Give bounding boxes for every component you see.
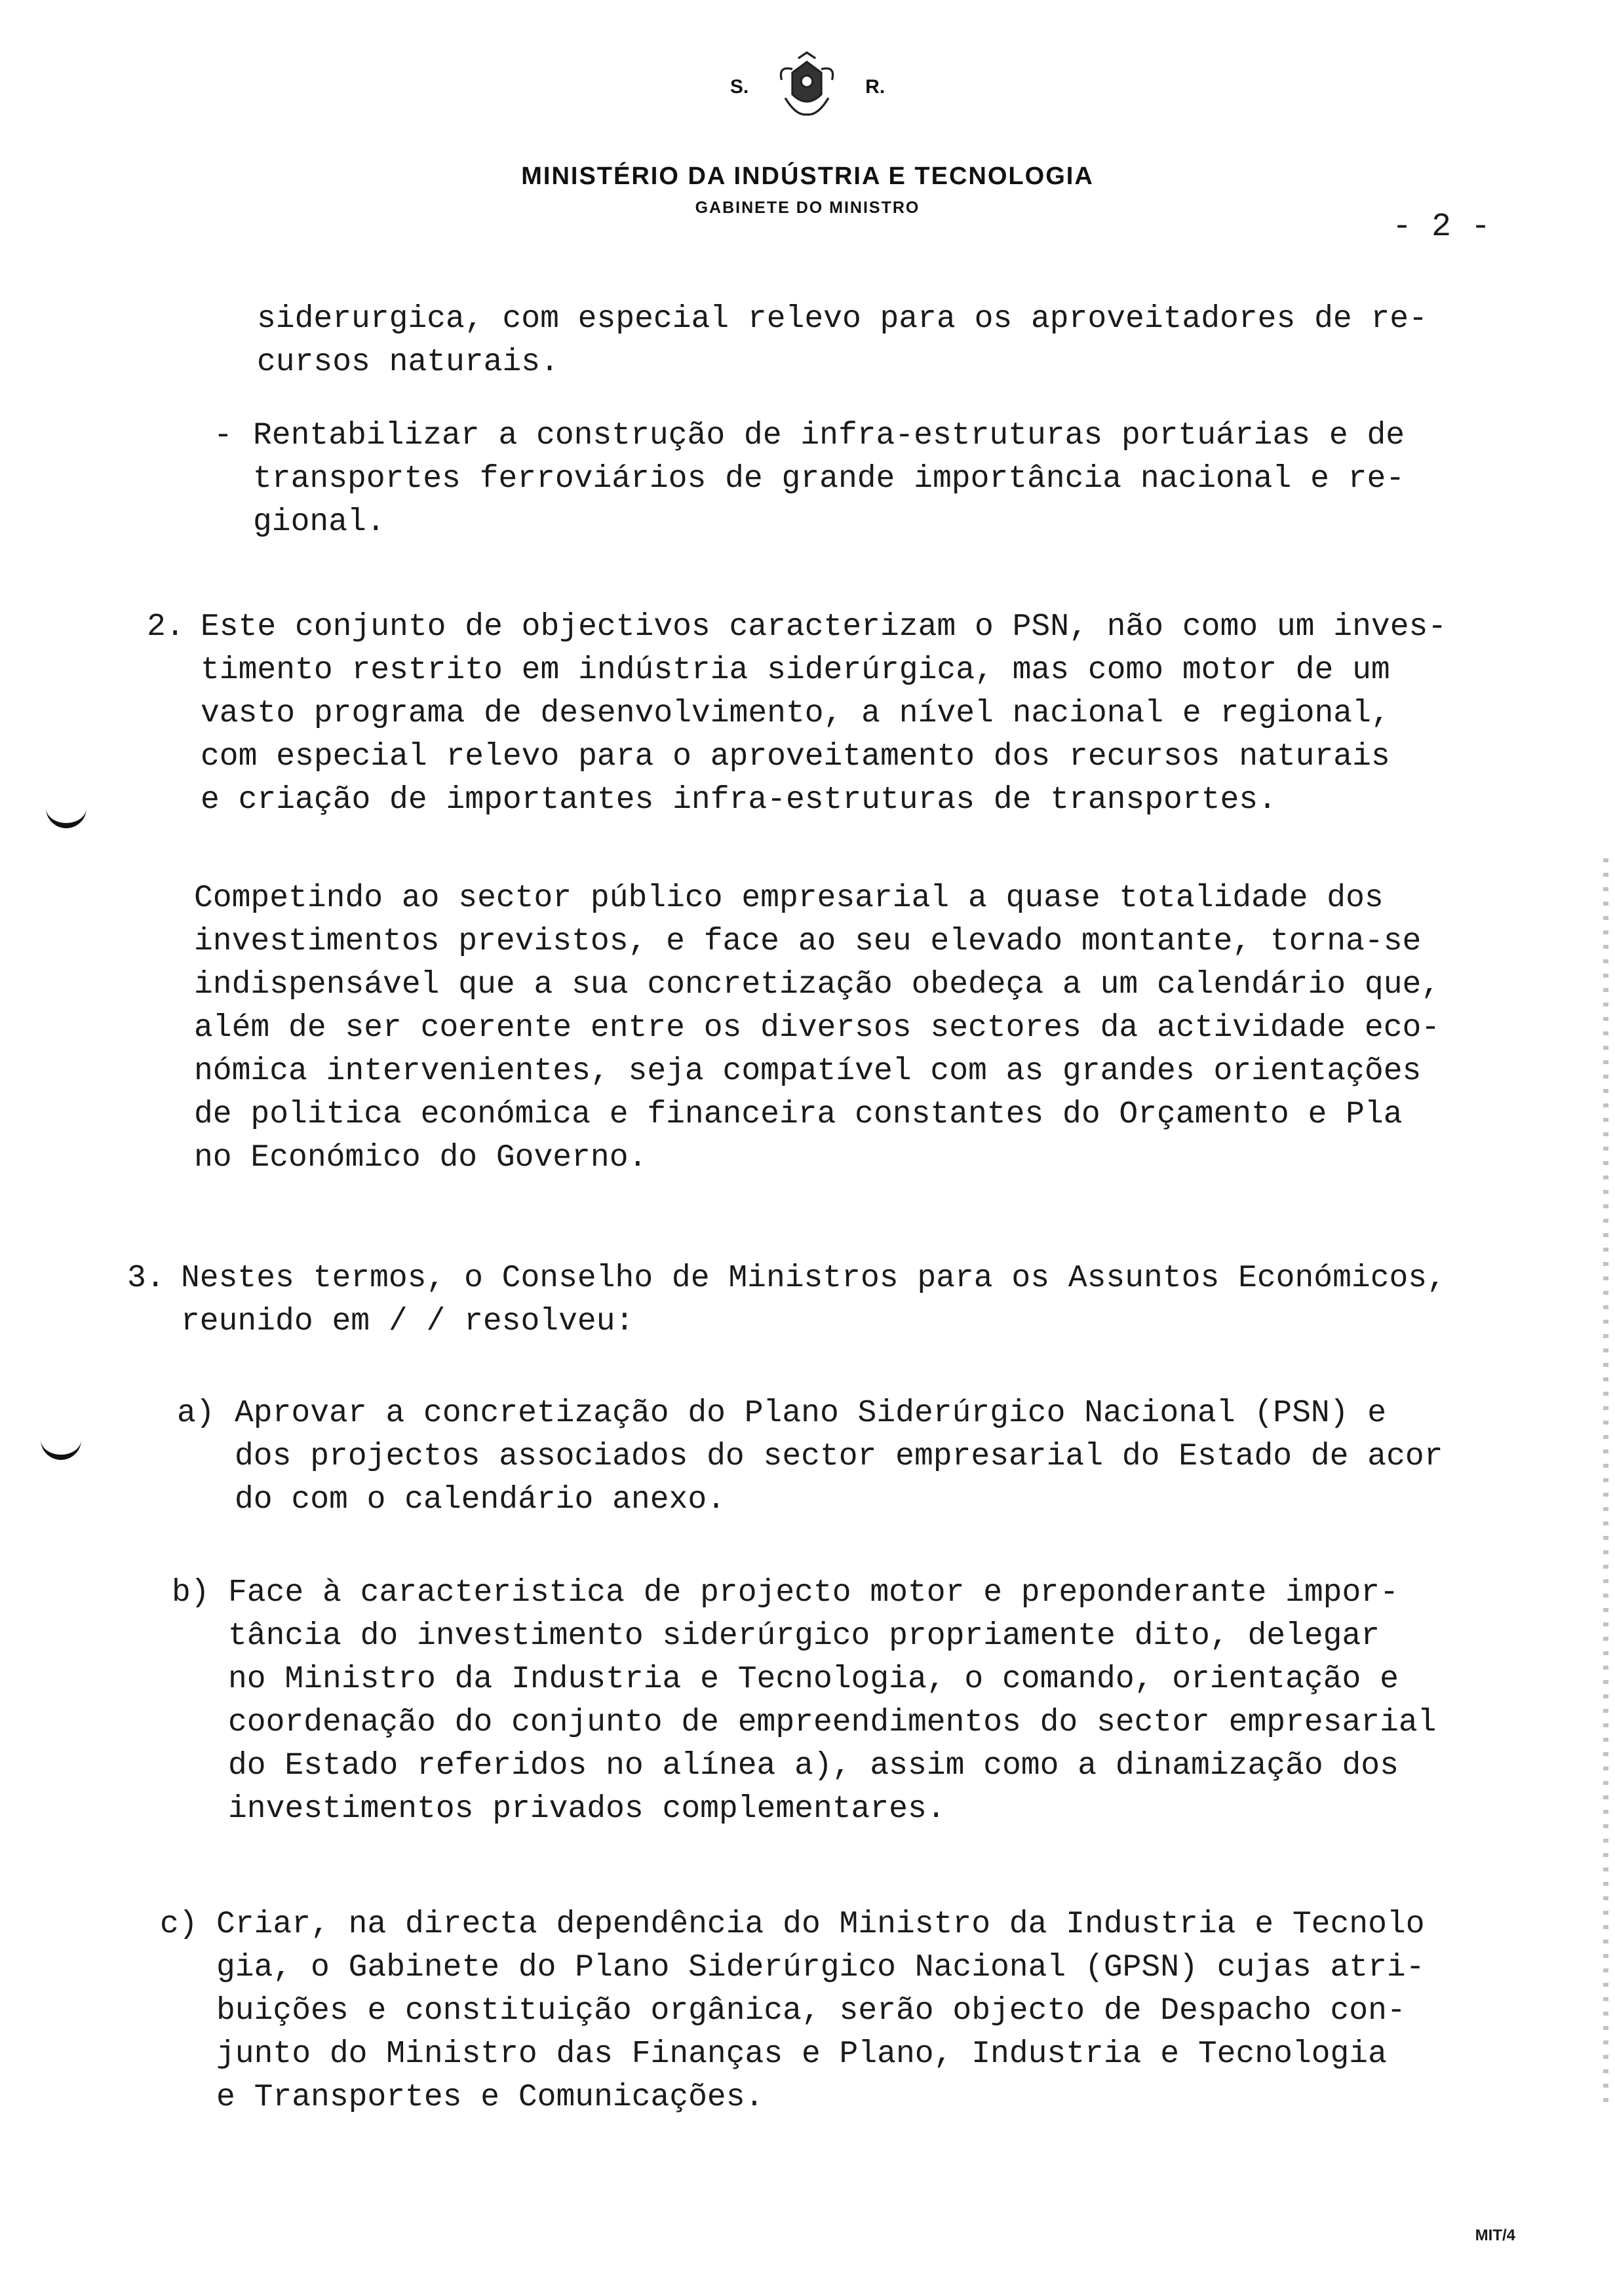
text-line: Este conjunto de objectivos caracterizam o PSN, não como um inves- <box>201 609 1447 645</box>
item-a-paragraph <box>235 1392 1443 1521</box>
intro-paragraph <box>257 297 1428 384</box>
text-line: gional. <box>253 505 385 540</box>
text-line: transportes ferroviários de grande importância nacional e re- <box>253 461 1405 497</box>
text-line: do Estado referidos no alínea a), assim como a dinamização dos <box>228 1748 1399 1784</box>
letterhead-right-initial: R. <box>865 76 885 98</box>
text-line: coordenação do conjunto de empreendimentos do sector empresarial <box>228 1705 1437 1740</box>
section-number: 2. <box>147 609 185 645</box>
text-line: junto do Ministro das Finanças e Plano, Industria e Tecnologia <box>216 2037 1387 2072</box>
ministry-name: MINISTÉRIO DA INDÚSTRIA E TECNOLOGIA <box>521 163 1094 190</box>
page-number: - 2 - <box>1391 208 1490 246</box>
text-line: Nestes termos, o Conselho de Ministros para os Assuntos Económicos, <box>181 1261 1446 1296</box>
seal-row <box>0 51 1615 123</box>
scan-edge-artifact <box>1603 858 1608 2103</box>
office-name: GABINETE DO MINISTRO <box>695 199 920 217</box>
footer-code: MIT/4 <box>1475 2227 1515 2244</box>
text-line: Rentabilizar a construção de infra-estruturas portuárias e de <box>253 418 1405 453</box>
item-c-paragraph <box>216 1903 1425 2119</box>
text-line: tância do investimento siderúrgico propriamente dito, delegar <box>228 1618 1380 1654</box>
text-line: e criação de importantes infra-estruturas de transportes. <box>201 782 1277 818</box>
item-b-paragraph <box>228 1571 1437 1831</box>
text-line: gia, o Gabinete do Plano Siderúrgico Nacional (GPSN) cujas atri- <box>216 1950 1425 1985</box>
text-line: investimentos privados complementares. <box>228 1791 946 1827</box>
text-line: de politica económica e financeira constantes do Orçamento e Pla <box>194 1097 1403 1132</box>
text-line: no Económico do Governo. <box>194 1140 648 1176</box>
text-line: investimentos previstos, e face ao seu elevado montante, torna-se <box>194 924 1422 959</box>
text-line: Aprovar a concretização do Plano Siderúrgico Nacional (PSN) e <box>235 1396 1387 1431</box>
punch-hole-mark <box>41 1432 81 1460</box>
text-line: e Transportes e Comunicações. <box>216 2080 764 2115</box>
bullet-marker: - <box>214 418 233 453</box>
section2-paragraph2 <box>194 877 1440 1179</box>
text-line: siderurgica, com especial relevo para os aproveitadores de re- <box>257 301 1428 337</box>
text-line: no Ministro da Industria e Tecnologia, o comando, orientação e <box>228 1662 1399 1697</box>
text-line: com especial relevo para o aproveitamento dos recursos naturais <box>201 739 1390 775</box>
text-line: Competindo ao sector público empresarial a quase totalidade dos <box>194 881 1384 916</box>
text-line: reunido em / / resolveu: <box>181 1304 634 1339</box>
text-line: nómica intervenientes, seja compatível com as grandes orientações <box>194 1054 1422 1089</box>
letterhead-left-initial: S. <box>730 76 749 98</box>
text-line: Face à caracteristica de projecto motor e preponderante impor- <box>228 1575 1399 1611</box>
section2-paragraph1 <box>201 605 1447 822</box>
text-line: dos projectos associados do sector empresarial do Estado de acor <box>235 1439 1443 1474</box>
text-line: Criar, na directa dependência do Ministro da Industria e Tecnolo <box>216 1907 1425 1942</box>
text-line: indispensável que a sua concretização obedeça a um calendário que, <box>194 967 1441 1003</box>
text-line: timento restrito em indústria siderúrgica, mas como motor de um <box>201 653 1390 688</box>
text-line: vasto programa de desenvolvimento, a nível nacional e regional, <box>201 696 1390 731</box>
section3-paragraph <box>181 1257 1446 1343</box>
text-line: além de ser coerente entre os diversos sectores da actividade eco- <box>194 1010 1441 1046</box>
letterhead <box>0 51 1615 218</box>
bullet-paragraph <box>253 414 1405 544</box>
item-label: c) <box>160 1907 198 1942</box>
coat-of-arms-icon <box>771 51 843 123</box>
item-label: b) <box>172 1575 210 1611</box>
text-line: do com o calendário anexo. <box>235 1482 726 1518</box>
text-line: cursos naturais. <box>257 345 559 380</box>
punch-hole-mark <box>46 801 87 828</box>
text-line: buições e constituição orgânica, serão objecto de Despacho con- <box>216 1993 1406 2029</box>
section-number: 3. <box>127 1261 165 1296</box>
item-label: a) <box>177 1396 215 1431</box>
